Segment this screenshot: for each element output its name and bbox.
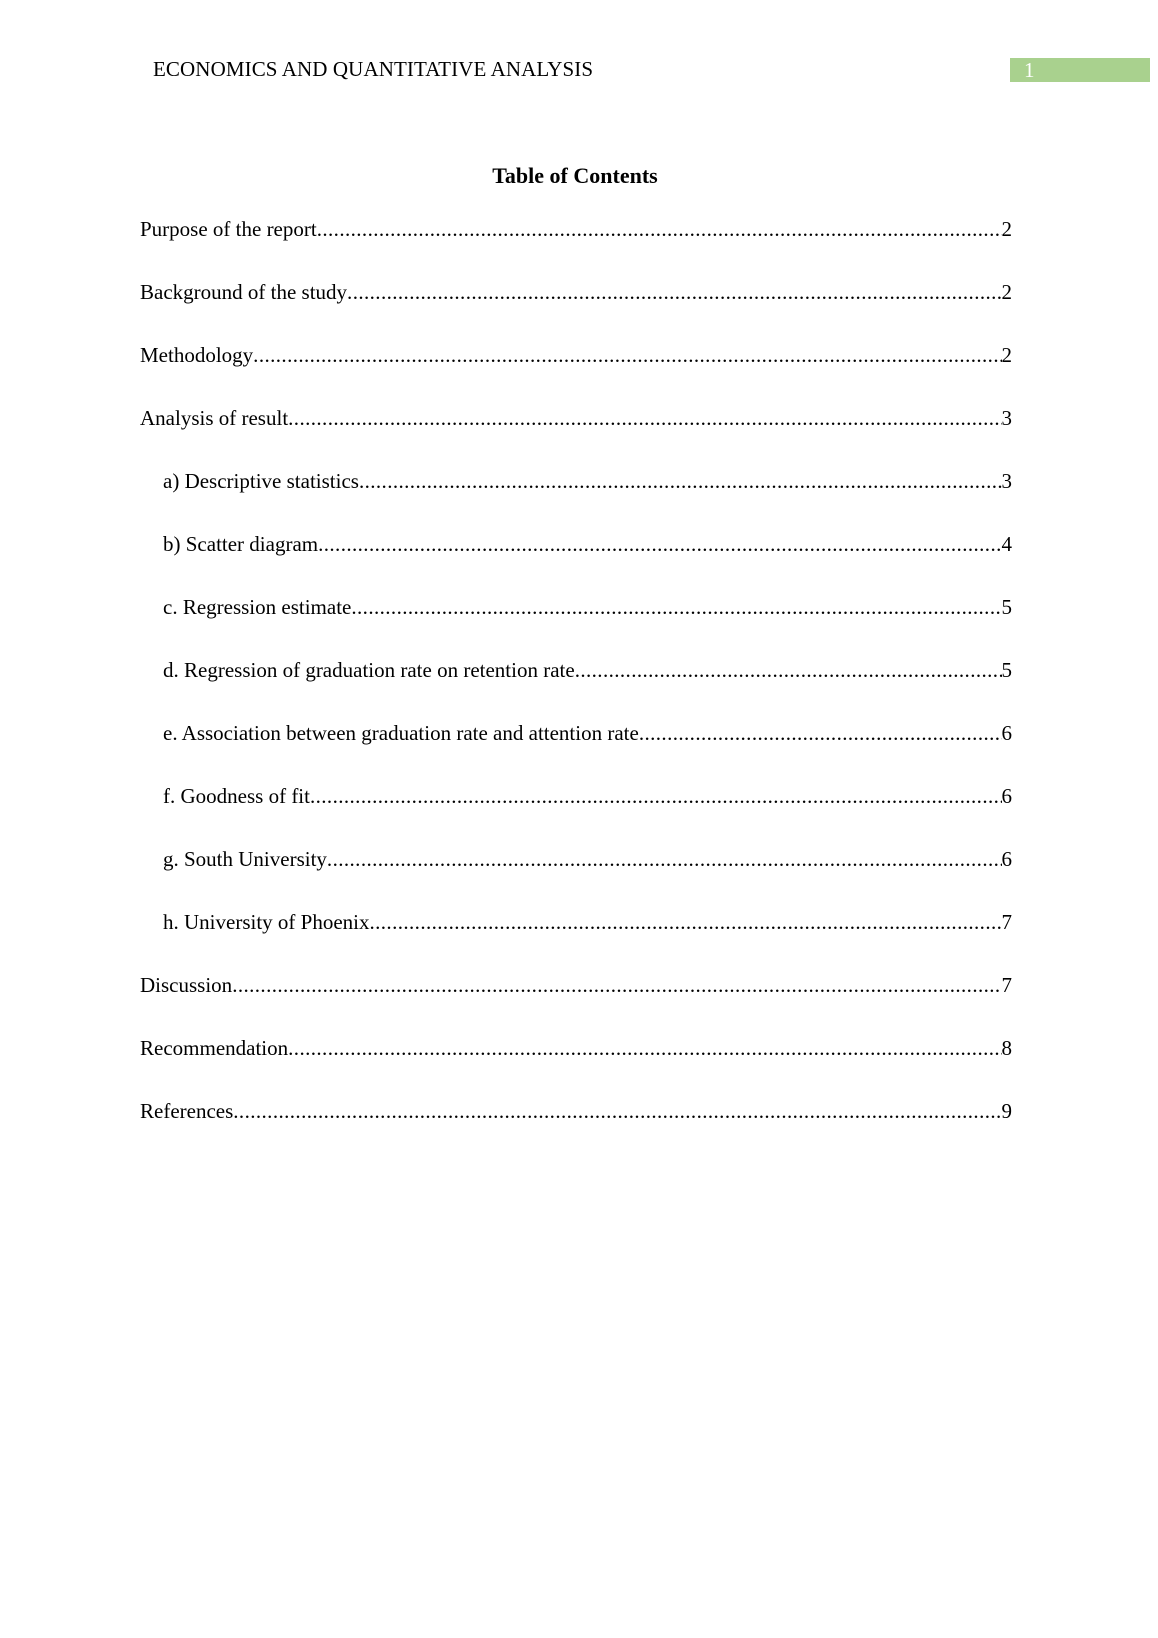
toc-dot-leader [639,719,1002,747]
toc-entry-descriptive-statistics[interactable] [140,467,1012,530]
toc-entry-page: 2 [1001,280,1012,304]
toc-dot-leader [351,593,1001,621]
toc-dot-leader [232,971,1001,999]
toc-entry-page: 6 [1001,784,1012,808]
toc-entry-label: d. Regression of graduation rate on retention rate [163,658,575,682]
toc-entry-south-university[interactable] [140,845,1012,908]
toc-entry-label: f. Goodness of fit [163,784,310,808]
toc-entry-page: 3 [1001,406,1012,430]
toc-dot-leader [327,845,1002,873]
toc-entry-methodology[interactable] [140,341,1012,404]
toc-entry-label: Purpose of the report [140,217,317,241]
toc-entry-label: References [140,1099,234,1123]
toc-entry-page: 2 [1001,343,1012,367]
toc-entry-association-graduation-attention[interactable] [140,719,1012,782]
toc-entry-page: 5 [1001,658,1012,682]
toc-dot-leader [317,215,1002,243]
toc-entry-page: 8 [1001,1036,1012,1060]
toc-entry-page: 4 [1001,532,1012,556]
toc-entry-label: c. Regression estimate [163,595,352,619]
toc-entry-recommendation[interactable] [140,1034,1012,1097]
toc-entry-regression-graduation-retention[interactable] [140,656,1012,719]
toc-entry-analysis[interactable] [140,404,1012,467]
toc-heading: Table of Contents [492,163,658,188]
toc-entry-label: b) Scatter diagram [163,532,319,556]
toc-entry-page: 2 [1001,217,1012,241]
toc-entry-page: 6 [1001,847,1012,871]
toc-entry-university-of-phoenix[interactable] [140,908,1012,971]
toc-entry-purpose[interactable] [140,215,1012,278]
toc-dot-leader [288,1034,1001,1062]
page-number-badge [1010,58,1150,82]
toc-dot-leader [318,530,1001,558]
toc-entry-label: e. Association between graduation rate and attention rate [163,721,639,745]
table-of-contents [140,215,1012,1160]
toc-entry-regression-estimate[interactable] [140,593,1012,656]
toc-entry-page: 7 [1001,973,1012,997]
toc-entry-page: 5 [1001,595,1012,619]
toc-entry-label: h. University of Phoenix [163,910,370,934]
toc-dot-leader [359,467,1002,495]
toc-entry-page: 7 [1001,910,1012,934]
toc-entry-references[interactable] [140,1097,1012,1160]
toc-entry-scatter-diagram[interactable] [140,530,1012,593]
toc-entry-label: g. South University [163,847,327,871]
toc-entry-label: Discussion [140,973,233,997]
toc-dot-leader [347,278,1001,306]
toc-entry-label: a) Descriptive statistics [163,469,359,493]
toc-dot-leader [233,1097,1001,1125]
toc-entry-discussion[interactable] [140,971,1012,1034]
toc-entry-page: 9 [1001,1099,1012,1123]
toc-entry-label: Recommendation [140,1036,289,1060]
toc-dot-leader [575,656,1002,684]
toc-entry-label: Methodology [140,343,254,367]
running-header-title: ECONOMICS AND QUANTITATIVE ANALYSIS [153,57,594,81]
page-number: 1 [1024,58,1035,82]
toc-dot-leader [253,341,1001,369]
toc-entry-label: Background of the study [140,280,348,304]
toc-entry-label: Analysis of result [140,406,289,430]
toc-entry-page: 3 [1001,469,1012,493]
toc-entry-page: 6 [1001,721,1012,745]
toc-entry-background[interactable] [140,278,1012,341]
toc-dot-leader [369,908,1001,936]
toc-entry-goodness-of-fit[interactable] [140,782,1012,845]
toc-dot-leader [288,404,1001,432]
toc-dot-leader [310,782,1002,810]
